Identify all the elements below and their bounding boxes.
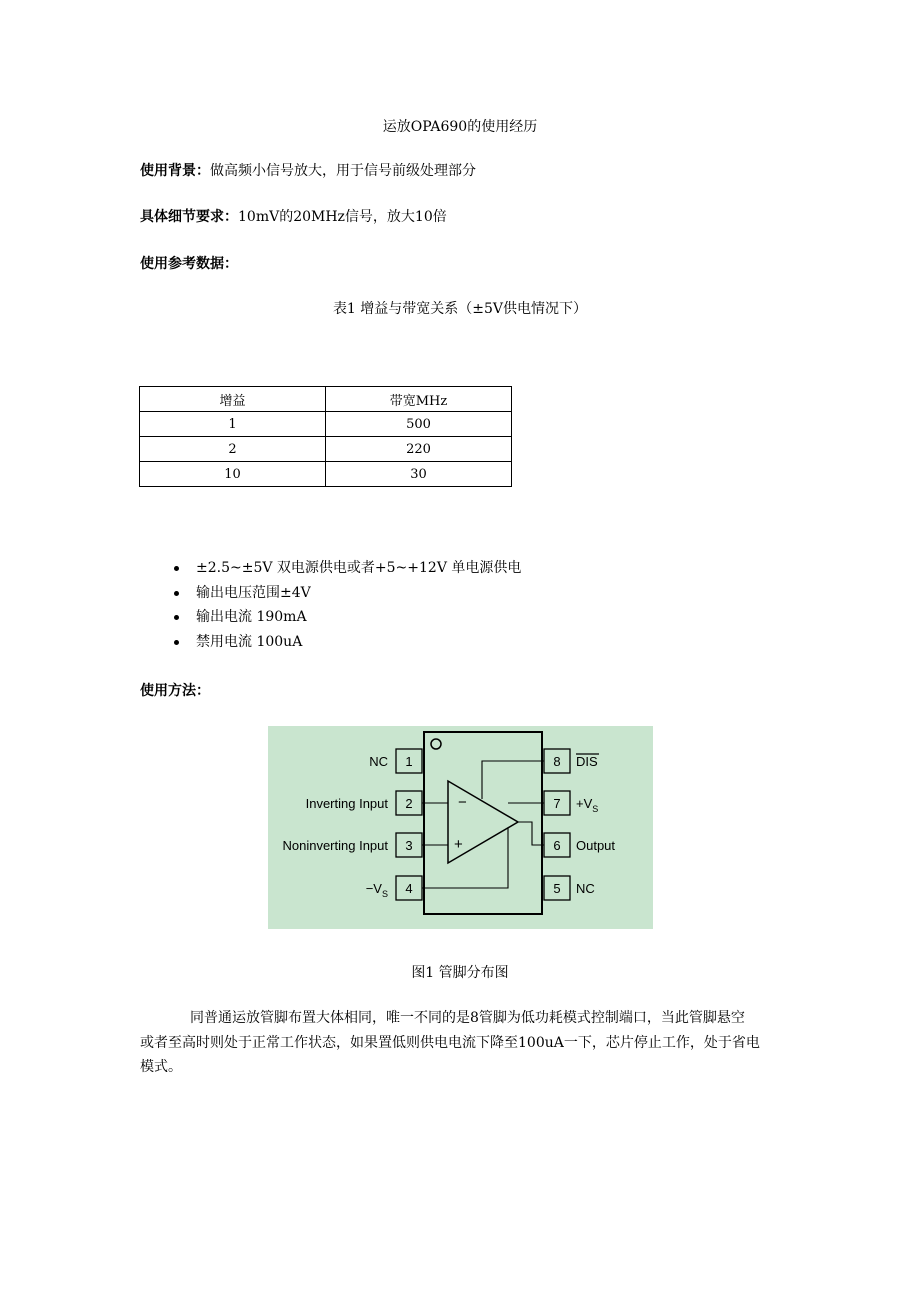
pin-4-label <box>366 881 388 899</box>
cell-gain: 10 <box>140 462 326 487</box>
chip-body <box>424 732 542 914</box>
pin-3-label: Noninverting Input <box>282 838 388 853</box>
paragraph-line: 或者至高时则处于正常工作状态，如果置低则供电电流下降至100uA一下，芯片停止工作，处于省电 <box>140 1034 760 1051</box>
table-row <box>140 462 512 487</box>
pin-4-label-sub: S <box>381 889 388 899</box>
header-bandwidth: 带宽MHz <box>326 387 512 412</box>
figure-caption: 图1 管脚分布图 <box>411 965 509 981</box>
pin-5-label: NC <box>576 881 595 896</box>
pinout-figure <box>268 726 653 929</box>
cell-bandwidth: 30 <box>326 462 512 487</box>
table-header-row <box>140 387 512 412</box>
pin-8-label: DIS <box>576 754 598 769</box>
pin-7-label <box>576 796 598 814</box>
paragraph-line: 同普通运放管脚布置大体相同，唯一不同的是8管脚为低功耗模式控制端口，当此管脚悬空 <box>190 1010 745 1026</box>
cell-gain: 2 <box>140 437 326 462</box>
table-row <box>140 412 512 437</box>
requirement-label: 具体细节要求： <box>140 209 238 225</box>
noninverting-sign: + <box>454 836 463 853</box>
table-caption: 表1 增益与带宽关系（±5V供电情况下） <box>332 301 588 317</box>
pin-6-number: 6 <box>553 838 561 853</box>
cell-bandwidth: 220 <box>326 437 512 462</box>
pin-7-label-main: +V <box>576 796 593 811</box>
pin-7-label-sub: S <box>592 804 599 814</box>
method-label: 使用方法： <box>140 683 210 699</box>
document-title: 运放OPA690的使用经历 <box>382 119 538 135</box>
pin-2-number: 2 <box>405 796 413 811</box>
gain-bandwidth-table <box>139 386 512 487</box>
list-item: 输出电压范围±4V <box>140 581 521 606</box>
reference-line <box>140 253 238 273</box>
reference-label: 使用参考数据： <box>140 256 238 272</box>
pin-8-number: 8 <box>553 754 561 769</box>
requirement-text: 10mV的20MHz信号，放大10倍 <box>238 209 447 225</box>
pin-1-number: 1 <box>405 754 413 769</box>
pinout-diagram <box>268 726 653 929</box>
pin-4-number: 4 <box>405 881 413 896</box>
cell-gain: 1 <box>140 412 326 437</box>
list-item: ±2.5~±5V 双电源供电或者+5~+12V 单电源供电 <box>140 556 521 581</box>
pin-7-number: 7 <box>553 796 561 811</box>
requirement-line <box>140 206 447 226</box>
pin-2-label: Inverting Input <box>305 796 388 811</box>
body-paragraph <box>140 1006 780 1080</box>
pin-4-label-main: −V <box>365 881 382 896</box>
header-gain: 增益 <box>140 387 326 412</box>
wire-pin8 <box>482 761 544 799</box>
list-item: 禁用电流 100uA <box>140 630 521 655</box>
cell-bandwidth: 500 <box>326 412 512 437</box>
background-text: 做高频小信号放大，用于信号前级处理部分 <box>210 163 476 179</box>
wiring <box>422 761 544 888</box>
pin-6-label: Output <box>576 838 616 853</box>
pin1-marker-icon <box>431 739 441 749</box>
table-row <box>140 437 512 462</box>
background-label: 使用背景： <box>140 163 210 179</box>
pin-5-number: 5 <box>553 881 561 896</box>
wire-pin6 <box>518 822 544 845</box>
background-line <box>140 160 476 180</box>
method-line <box>140 680 210 700</box>
inverting-sign: − <box>458 794 467 811</box>
spec-list <box>140 556 521 654</box>
pin-3-number: 3 <box>405 838 413 853</box>
wire-pin4 <box>422 828 508 888</box>
list-item: 输出电流 190mA <box>140 605 521 630</box>
paragraph-line: 模式。 <box>140 1059 182 1075</box>
pin-1-label: NC <box>369 754 388 769</box>
